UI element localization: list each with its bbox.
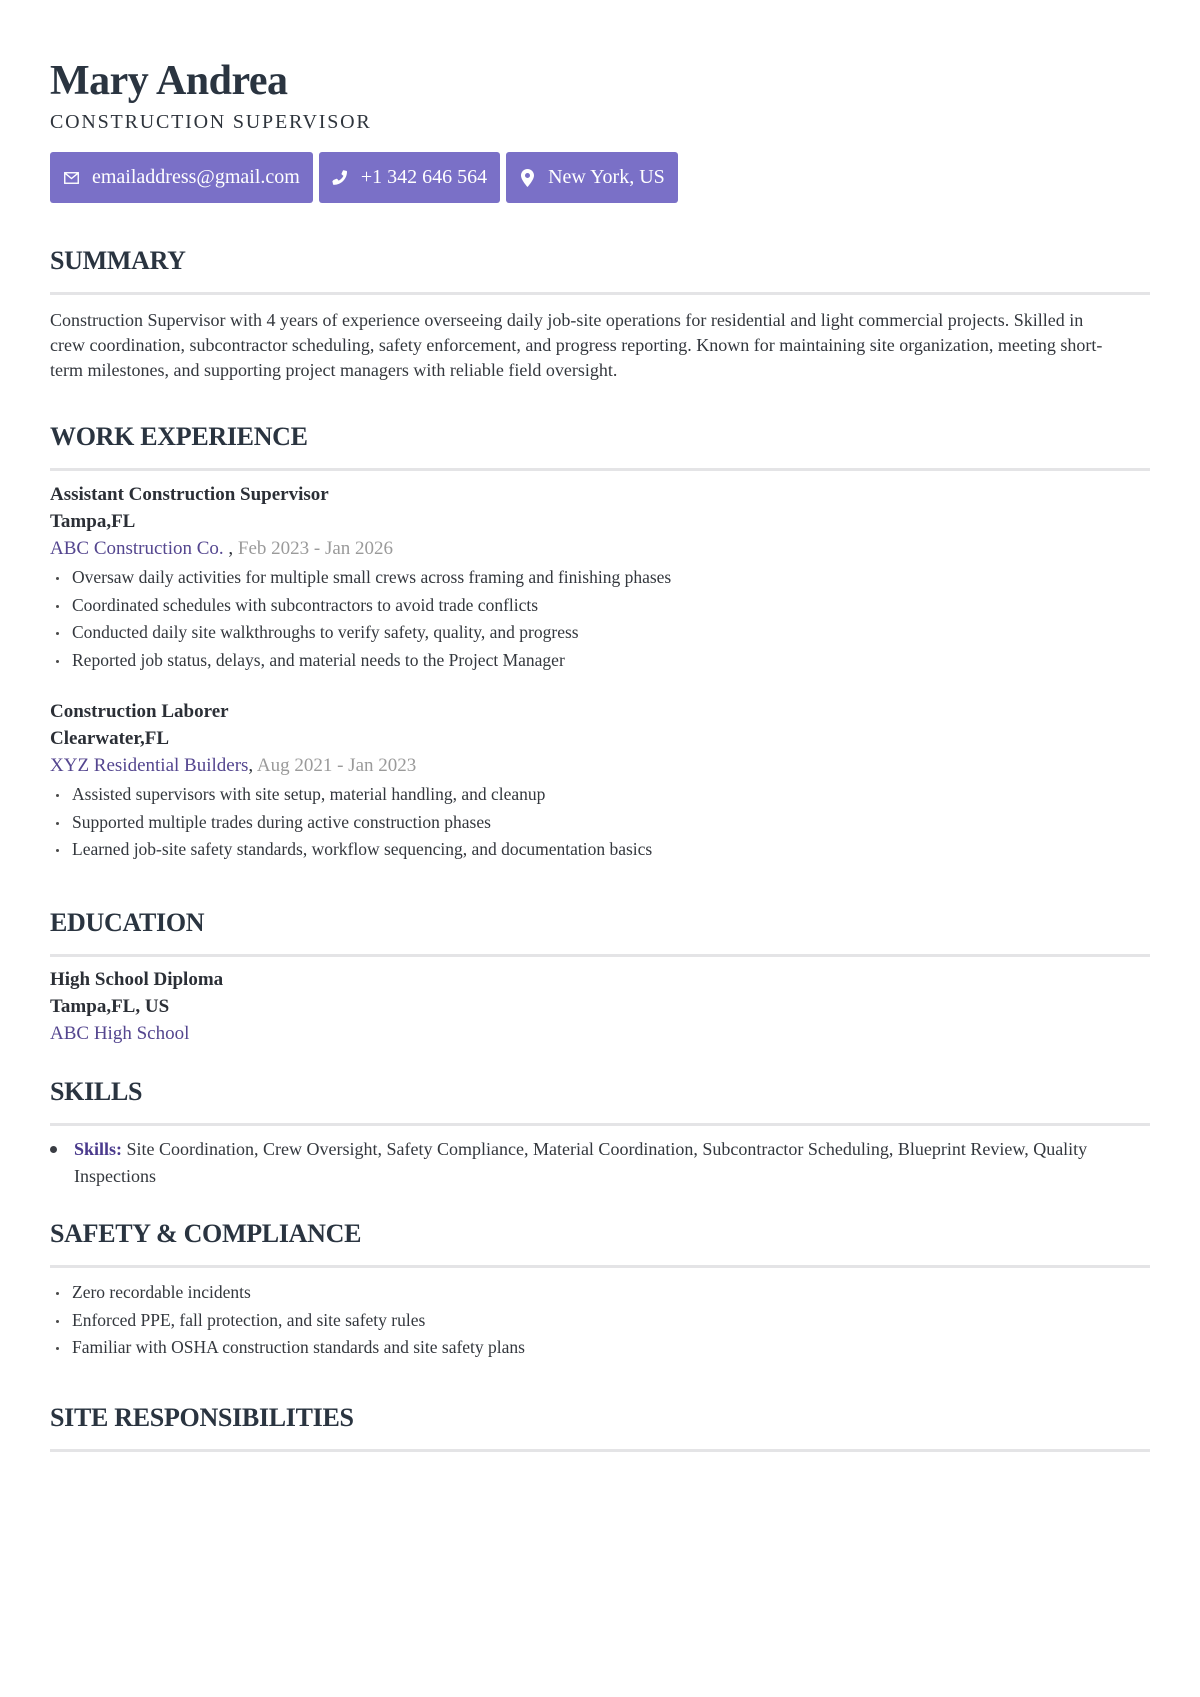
skills-label: Skills: xyxy=(74,1139,123,1159)
candidate-title: CONSTRUCTION SUPERVISOR xyxy=(50,111,372,133)
section-heading-skills: SKILLS xyxy=(50,1077,143,1106)
section-heading-site-responsibilities: SITE RESPONSIBILITIES xyxy=(50,1403,354,1432)
section-heading-work-experience: WORK EXPERIENCE xyxy=(50,422,308,451)
phone-icon xyxy=(331,169,349,186)
job-company-line xyxy=(50,752,1150,779)
education-degree: High School Diploma xyxy=(50,969,224,990)
job-bullets xyxy=(50,564,1150,675)
summary-text: Construction Supervisor with 4 years of experience overseeing daily job-site operations for residential and light commercial projects. Skilled in crew coordination, subcontractor scheduling, safety enforcement, and progress reporting. Known for maintaining site organization, meeting short-term milestones, and supporting project managers with reliable field oversight. xyxy=(50,310,1103,380)
email-contact[interactable] xyxy=(50,152,313,203)
bullet-item: Learned job-site safety standards, workflow sequencing, and documentation basics xyxy=(50,836,1150,864)
bullet-item: Reported job status, delays, and material needs to the Project Manager xyxy=(50,647,1150,675)
job-entry xyxy=(50,481,1150,675)
summary-section xyxy=(50,248,1150,383)
envelope-icon xyxy=(62,172,80,184)
job-bullets xyxy=(50,781,1150,864)
bullet-item: Oversaw daily activities for multiple small crews across framing and finishing phases xyxy=(50,564,1150,592)
company-separator: , xyxy=(228,538,238,559)
section-divider xyxy=(50,292,1150,295)
company-name: XYZ Residential Builders xyxy=(50,754,249,776)
section-divider xyxy=(50,1123,1150,1126)
bullet-item: Conducted daily site walkthroughs to verify safety, quality, and progress xyxy=(50,619,1150,647)
skills-list xyxy=(50,1136,1110,1190)
job-dates: Aug 2021 - Jan 2023 xyxy=(256,754,417,776)
job-company-line xyxy=(50,535,1150,562)
contact-bar xyxy=(50,152,678,203)
skills-items: Site Coordination, Crew Oversight, Safety Compliance, Material Coordination, Subcontractor Scheduling, Blueprint Review, Quality Inspections xyxy=(74,1139,1088,1186)
education-section xyxy=(50,910,1150,1047)
job-title: Construction Laborer xyxy=(50,700,229,722)
education-entry xyxy=(50,966,1150,1047)
email-text: emailaddress@gmail.com xyxy=(92,166,300,188)
site-responsibilities-section xyxy=(50,1405,1150,1452)
bullet-item: Supported multiple trades during active construction phases xyxy=(50,809,1150,837)
job-entry xyxy=(50,698,1150,864)
education-location: Tampa,FL, US xyxy=(50,996,170,1017)
phone-text: +1 342 646 564 xyxy=(360,166,488,188)
company-separator: , xyxy=(248,754,257,776)
phone-contact[interactable] xyxy=(319,152,500,203)
work-experience-section xyxy=(50,424,1150,864)
skills-section xyxy=(50,1079,1150,1190)
section-divider xyxy=(50,468,1150,471)
section-heading-education: EDUCATION xyxy=(50,908,205,937)
safety-compliance-section xyxy=(50,1221,1150,1362)
safety-bullets xyxy=(50,1279,1150,1362)
company-name: ABC Construction Co. xyxy=(50,538,229,559)
bullet-item: Assisted supervisors with site setup, material handling, and cleanup xyxy=(50,781,1150,809)
location-text: New York, US xyxy=(548,166,665,188)
section-divider xyxy=(50,1265,1150,1268)
job-dates: Feb 2023 - Jan 2026 xyxy=(237,538,394,559)
bullet-item: Coordinated schedules with subcontractors to avoid trade conflicts xyxy=(50,592,1150,620)
bullet-item: Zero recordable incidents xyxy=(50,1279,1150,1307)
location-contact[interactable] xyxy=(506,152,678,203)
education-school: ABC High School xyxy=(50,1023,190,1044)
job-location: Clearwater,FL xyxy=(50,727,170,749)
job-location: Tampa,FL xyxy=(50,511,136,532)
bullet-item: Enforced PPE, fall protection, and site safety rules xyxy=(50,1307,1150,1335)
section-divider xyxy=(50,954,1150,957)
section-heading-safety-compliance: SAFETY & COMPLIANCE xyxy=(50,1219,362,1248)
bullet-item: Familiar with OSHA construction standards and site safety plans xyxy=(50,1334,1150,1362)
map-pin-icon xyxy=(518,169,536,187)
bullet-disc-icon xyxy=(50,1146,57,1153)
candidate-name: Mary Andrea xyxy=(50,58,288,104)
job-title: Assistant Construction Supervisor xyxy=(50,484,329,505)
section-divider xyxy=(50,1449,1150,1452)
section-heading-summary: SUMMARY xyxy=(50,246,186,275)
